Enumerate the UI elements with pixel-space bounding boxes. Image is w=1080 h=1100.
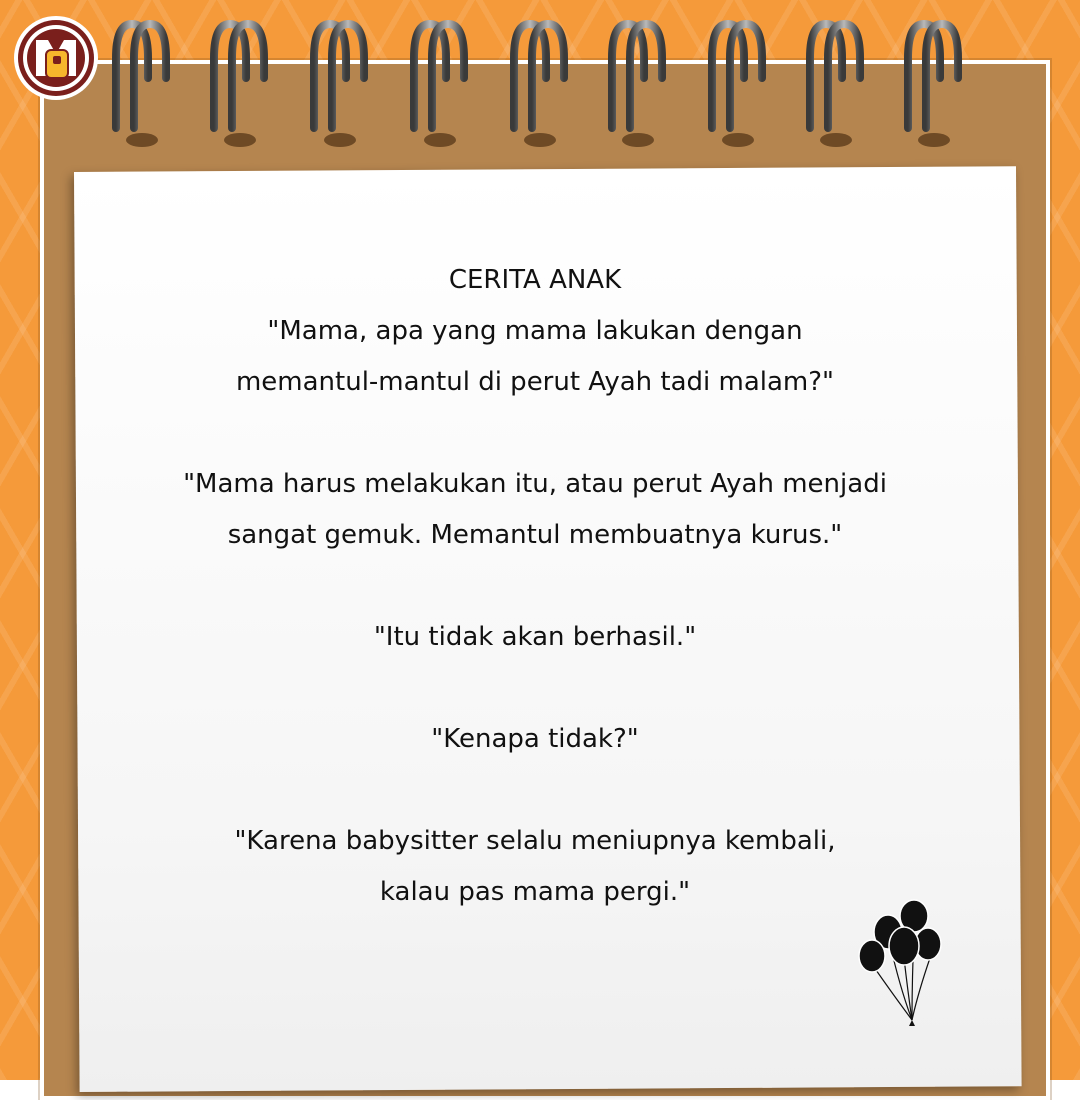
story-line: kalau pas mama pergi.": [379, 877, 691, 907]
story-line: sangat gemuk. Memantul membuatnya kurus.": [227, 520, 843, 550]
spiral-ring: [612, 24, 662, 147]
story-line: "Itu tidak akan berhasil.": [373, 622, 697, 652]
story-line: "Karena babysitter selalu meniupnya kembali,: [234, 826, 836, 856]
spiral-ring: [908, 24, 958, 147]
spiral-ring: [712, 24, 762, 147]
yph-logo-icon: [12, 14, 100, 102]
balloons-icon: [852, 898, 952, 1028]
spiral-ring: [314, 24, 364, 147]
story-line: "Kenapa tidak?": [431, 724, 639, 754]
spiral-ring: [214, 24, 264, 147]
joke-text-block: [110, 255, 960, 918]
spiral-ring: [514, 24, 564, 147]
spiral-ring: [810, 24, 860, 147]
spiral-binding: [0, 0, 1080, 160]
story-line: "Mama, apa yang mama lakukan dengan: [267, 316, 803, 346]
story-line: "Mama harus melakukan itu, atau perut Ayah menjadi: [183, 469, 887, 499]
spiral-ring: [414, 24, 464, 147]
spiral-ring: [116, 24, 166, 147]
story-title: CERITA ANAK: [448, 265, 622, 295]
story-line: memantul-mantul di perut Ayah tadi malam?": [235, 367, 835, 397]
